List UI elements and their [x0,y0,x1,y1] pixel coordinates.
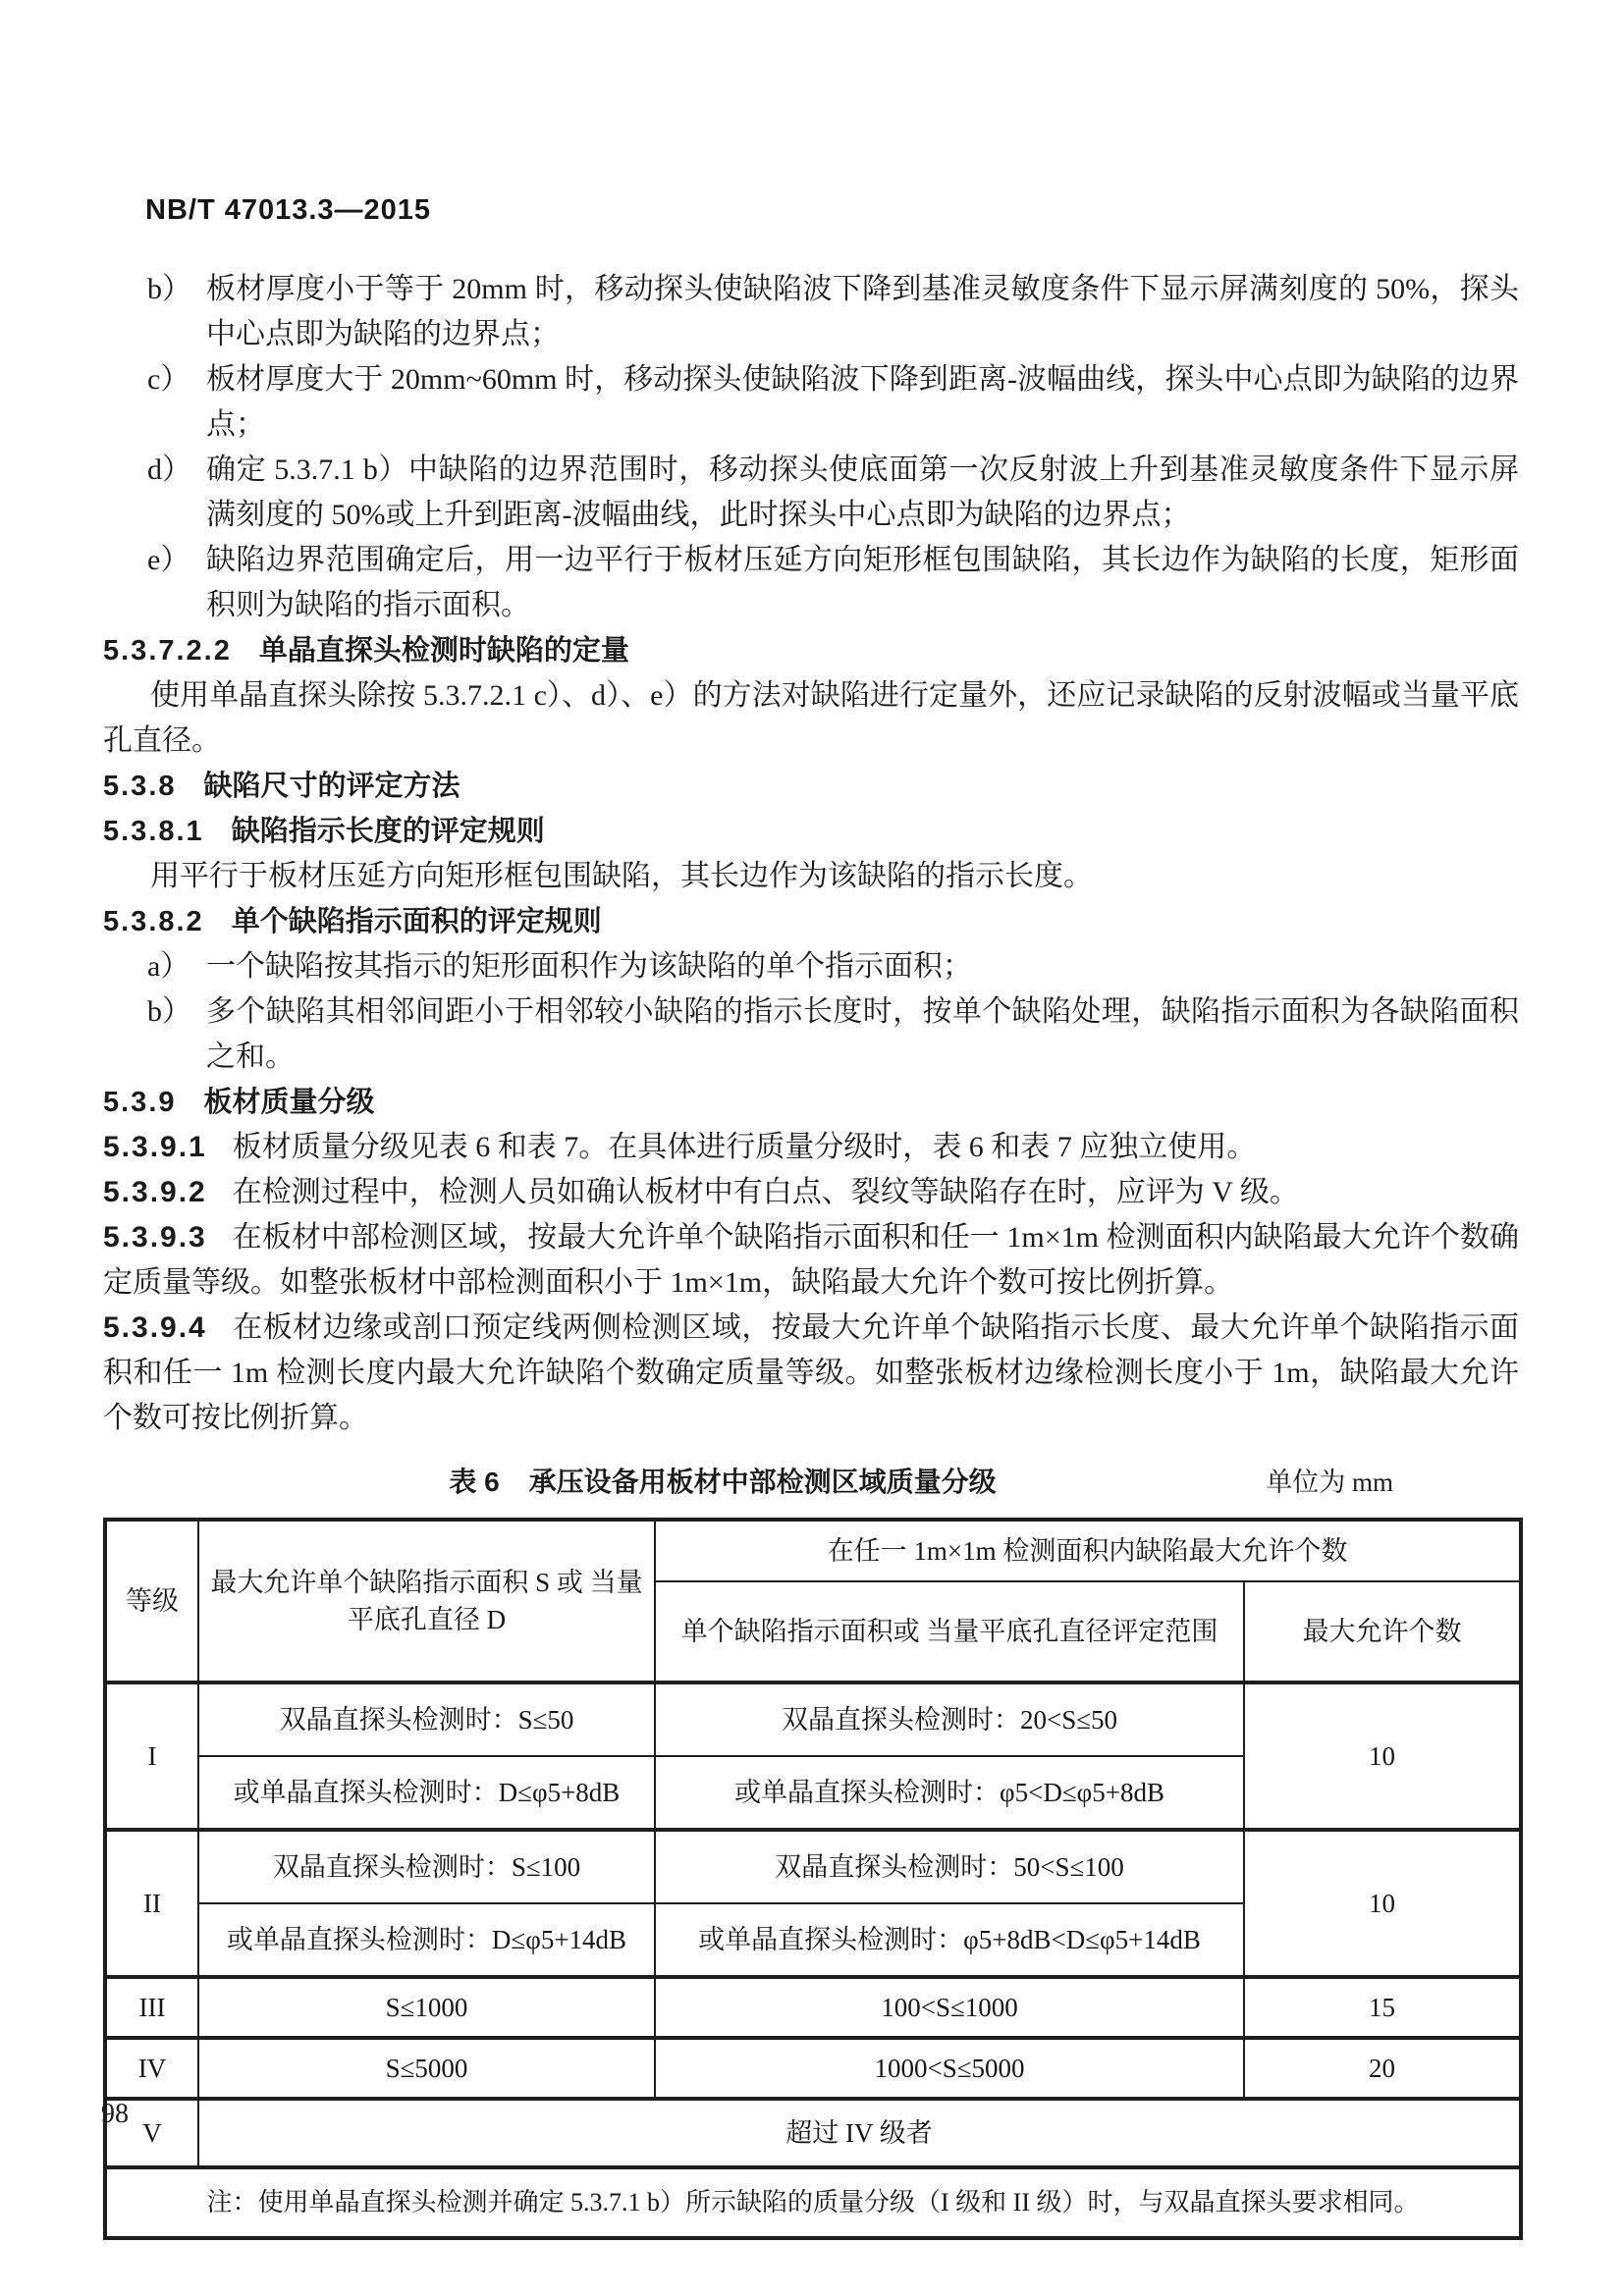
clause-title: 缺陷尺寸的评定方法 [203,771,460,802]
table6-note: 注：使用单晶直探头检测并确定 5.3.7.1 b）所示缺陷的质量分级（I 级和 II 级）时，与双晶直探头要求相同。 [105,2167,1521,2238]
table6-count-II: 10 [1244,1830,1521,1977]
list-label: c） [147,363,190,396]
table6 [103,1518,1523,2240]
table6-caption-title: 承压设备用板材中部检测区域质量分级 [528,1467,997,1497]
table6-row-IV [105,2038,1521,2099]
clause-number: 5.3.8.2 [103,906,204,937]
list-item-c [103,357,1519,448]
clause-title: 单晶直探头检测时缺陷的定量 [258,635,629,667]
clause-text: 在检测过程中，检测人员如确认板材中有白点、裂纹等缺陷存在时，应评为 V 级。 [232,1176,1299,1208]
clause-heading-5-3-9 [103,1080,1519,1125]
clause-5-3-9-3 [103,1215,1519,1306]
clause-title: 板材质量分级 [203,1087,375,1118]
clause-heading-5-3-8-1 [103,809,1519,854]
table6-row-I-1 [105,1682,1521,1756]
list-label: b） [147,995,191,1028]
table6-cell-area: 双晶直探头检测时：S≤50 [198,1682,655,1756]
clause-title: 单个缺陷指示面积的评定规则 [231,906,602,937]
list-text: 一个缺陷按其指示的矩形面积作为该缺陷的单个指示面积； [206,950,972,983]
table6-header-group: 在任一 1m×1m 检测面积内缺陷最大允许个数 [655,1520,1521,1581]
table6-caption-text [449,1461,996,1504]
clause-number: 5.3.9.2 [103,1176,207,1208]
table6-header-sub-count: 最大允许个数 [1244,1581,1521,1682]
table6-row-II-1 [105,1830,1521,1903]
table6-count-I: 10 [1244,1682,1521,1830]
list-label: e） [147,544,190,576]
clause-heading-5-3-8-2 [103,899,1519,944]
clause-number: 5.3.8.1 [103,816,204,847]
clause-5-3-9-4 [103,1306,1519,1441]
clause-text: 在板材中部检测区域，按最大允许单个缺陷指示面积和任一 1m×1m 检测面积内缺陷最大允许个数确定质量等级。如整张板材中部检测面积小于 1m×1m，缺陷最大允许个数可按比例折算。 [103,1221,1519,1299]
table6-count-IV: 20 [1244,2038,1521,2099]
table6-count-III: 15 [1244,1977,1521,2038]
clause-number: 5.3.9.3 [103,1221,207,1254]
clause-title: 缺陷指示长度的评定规则 [231,816,545,847]
clause-number: 5.3.9 [103,1087,177,1118]
table6-grade-III: III [105,1977,198,2038]
table6-cell-range: 双晶直探头检测时：50<S≤100 [655,1830,1244,1903]
list-text: 板材厚度小于等于 20mm 时，移动探头使缺陷波下降到基准灵敏度条件下显示屏满刻度的 50%，探头中心点即为缺陷的边界点； [206,273,1519,350]
clause-heading-5-3-8 [103,764,1519,809]
clause-number: 5.3.7.2.2 [103,635,232,667]
paragraph-5-3-8-1: 用平行于板材压延方向矩形框包围缺陷，其长边作为该缺陷的指示长度。 [150,860,1093,892]
list-item-b [103,267,1519,357]
table6-grade-I: I [105,1682,198,1830]
table6-cell-V-merged: 超过 IV 级者 [198,2099,1521,2167]
table6-row-V [105,2099,1521,2167]
body-content [103,267,1519,2240]
table6-header-row-1 [105,1520,1521,1581]
list-text: 板材厚度大于 20mm~60mm 时，移动探头使缺陷波下降到距离-波幅曲线，探头中心点即为缺陷的边界点； [206,363,1519,441]
table6-header-sub-range: 单个缺陷指示面积或 当量平底孔直径评定范围 [655,1581,1244,1682]
table6-note-row [105,2167,1521,2238]
table6-grade-II: II [105,1830,198,1977]
list-item-a2 [103,944,1519,989]
clause-text: 在板材边缘或剖口预定线两侧检测区域，按最大允许单个缺陷指示长度、最大允许单个缺陷指示面积和任一 1m 检测长度内最大允许缺陷个数确定质量等级。如整张板材边缘检测长度小于 1m，缺陷最大允许个数可按比例折算。 [103,1311,1519,1434]
table6-cell-range: 或单晶直探头检测时：φ5+8dB<D≤φ5+14dB [655,1903,1244,1977]
paragraph-5-3-7-2-2: 使用单晶直探头除按 5.3.7.2.1 c）、d）、e）的方法对缺陷进行定量外，还应记录缺陷的反射波幅或当量平底孔直径。 [103,679,1519,757]
clause-5-3-9-2 [103,1170,1519,1215]
clause-number: 5.3.9.4 [103,1311,207,1344]
standard-code-header: NB/T 47013.3—2015 [145,194,432,226]
table6-cell-range: 1000<S≤5000 [655,2038,1244,2099]
list-item-b2 [103,989,1519,1080]
clause-heading-5-3-7-2-2 [103,628,1519,673]
table6-header-max-single: 最大允许单个缺陷指示面积 S 或 当量平底孔直径 D [198,1520,655,1682]
page-number: 98 [101,2099,129,2129]
list-label: d） [147,454,191,486]
list-text: 确定 5.3.7.1 b）中缺陷的边界范围时，移动探头使底面第一次反射波上升到基准灵敏度条件下显示屏满刻度的 50%或上升到距离-波幅曲线，此时探头中心点即为缺陷的边界点； [206,454,1519,531]
clause-5-3-9-1 [103,1125,1519,1170]
list-label: a） [147,950,190,983]
clause-number: 5.3.8 [103,771,177,802]
table6-cell-range: 100<S≤1000 [655,1977,1244,2038]
list-text: 缺陷边界范围确定后，用一边平行于板材压延方向矩形框包围缺陷，其长边作为缺陷的长度，矩形面积则为缺陷的指示面积。 [206,544,1519,621]
table6-grade-V: V [105,2099,198,2167]
table6-cell-range: 双晶直探头检测时：20<S≤50 [655,1682,1244,1756]
table6-cell-area: 或单晶直探头检测时：D≤φ5+14dB [198,1903,655,1977]
clause-number: 5.3.9.1 [103,1131,207,1163]
table6-caption-number: 表 6 [449,1467,500,1497]
table6-header-grade: 等级 [105,1520,198,1682]
table6-cell-area: S≤5000 [198,2038,655,2099]
table6-cell-area: 或单晶直探头检测时：D≤φ5+8dB [198,1756,655,1830]
list-item-e [103,538,1519,628]
table6-unit-label: 单位为 mm [1266,1468,1393,1497]
table6-grade-IV: IV [105,2038,198,2099]
table6-cell-area: S≤1000 [198,1977,655,2038]
list-item-d [103,448,1519,538]
list-label: b） [147,273,191,305]
list-text: 多个缺陷其相邻间距小于相邻较小缺陷的指示长度时，按单个缺陷处理，缺陷指示面积为各缺陷面积之和。 [206,995,1519,1073]
table6-row-III [105,1977,1521,2038]
table6-cell-range: 或单晶直探头检测时：φ5<D≤φ5+8dB [655,1756,1244,1830]
table6-caption [103,1461,1519,1504]
table6-cell-area: 双晶直探头检测时：S≤100 [198,1830,655,1903]
clause-text: 板材质量分级见表 6 和表 7。在具体进行质量分级时，表 6 和表 7 应独立使用。 [232,1131,1257,1163]
